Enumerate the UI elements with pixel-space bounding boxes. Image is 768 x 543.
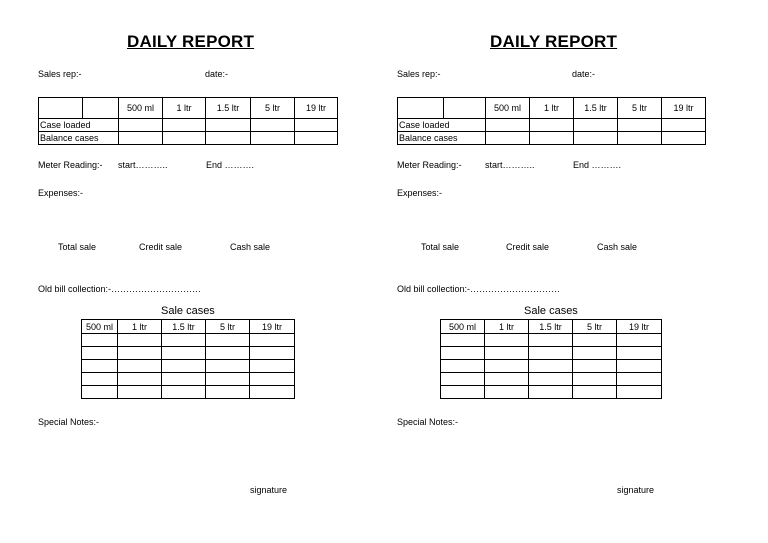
entry-cell[interactable] (617, 347, 662, 360)
entry-cell[interactable] (573, 334, 617, 347)
entry-cell[interactable] (662, 132, 706, 145)
column-header: 5 ltr (251, 98, 295, 119)
column-header: 1.5 ltr (162, 320, 206, 334)
entry-cell[interactable] (573, 373, 617, 386)
entry-cell[interactable] (573, 347, 617, 360)
entry-cell[interactable] (162, 334, 206, 347)
cash-sale-label: Cash sale (230, 242, 271, 252)
daily-report-form-right (397, 0, 727, 543)
entry-cell[interactable] (485, 373, 529, 386)
column-header: 1.5 ltr (574, 98, 618, 119)
table-row (398, 98, 706, 119)
signature-label: signature (250, 485, 288, 495)
entry-cell[interactable] (162, 386, 206, 399)
entry-cell[interactable] (206, 386, 250, 399)
entry-cell[interactable] (118, 386, 162, 399)
cash-sale-label: Cash sale (597, 242, 638, 252)
table-row (398, 132, 706, 145)
entry-cell[interactable] (441, 373, 485, 386)
expenses-label: Expenses:- (38, 188, 84, 198)
entry-cell[interactable] (118, 347, 162, 360)
entry-cell[interactable] (162, 347, 206, 360)
entry-cell[interactable] (574, 132, 618, 145)
row-label-case-loaded: Case loaded (398, 119, 486, 132)
column-header: 1 ltr (530, 98, 574, 119)
entry-cell[interactable] (82, 373, 118, 386)
sale-cases-table (81, 319, 295, 399)
entry-cell[interactable] (441, 386, 485, 399)
entry-cell[interactable] (250, 334, 295, 347)
entry-cell[interactable] (486, 119, 530, 132)
table-row (82, 347, 295, 360)
meter-end-field: End ………. (573, 160, 622, 170)
column-header: 1 ltr (485, 320, 529, 334)
table-row (82, 360, 295, 373)
special-notes-label: Special Notes:- (38, 417, 100, 427)
table-row (82, 373, 295, 386)
entry-cell[interactable] (250, 347, 295, 360)
old-bill-collection-label: Old bill collection:-………………………… (38, 284, 202, 294)
report-title: DAILY REPORT (127, 32, 255, 51)
entry-cell[interactable] (82, 334, 118, 347)
entry-cell[interactable] (617, 360, 662, 373)
entry-cell[interactable] (251, 119, 295, 132)
entry-cell[interactable] (617, 373, 662, 386)
column-header: 5 ltr (573, 320, 617, 334)
entry-cell[interactable] (441, 334, 485, 347)
entry-cell[interactable] (206, 360, 250, 373)
meter-reading-label: Meter Reading:- (38, 160, 103, 170)
sale-cases-table (440, 319, 662, 399)
entry-cell[interactable] (573, 360, 617, 373)
entry-cell[interactable] (662, 119, 706, 132)
column-header: 1.5 ltr (529, 320, 573, 334)
daily-report-form-left (38, 0, 368, 543)
table-row (39, 132, 338, 145)
entry-cell[interactable] (162, 373, 206, 386)
entry-cell[interactable] (295, 132, 338, 145)
column-header: 19 ltr (617, 320, 662, 334)
table-row (82, 320, 295, 334)
table-row (39, 119, 338, 132)
column-header: 1 ltr (163, 98, 206, 119)
entry-cell[interactable] (163, 119, 206, 132)
sales-rep-label: Sales rep:- (397, 69, 441, 79)
column-header: 19 ltr (662, 98, 706, 119)
entry-cell[interactable] (485, 386, 529, 399)
column-header: 500 ml (119, 98, 163, 119)
entry-cell[interactable] (250, 360, 295, 373)
expenses-label: Expenses:- (397, 188, 443, 198)
entry-cell[interactable] (529, 373, 573, 386)
entry-cell[interactable] (617, 334, 662, 347)
entry-cell[interactable] (530, 119, 574, 132)
row-label-balance-cases: Balance cases (398, 132, 486, 145)
entry-cell[interactable] (618, 132, 662, 145)
date-label: date:- (572, 69, 596, 79)
table-row (441, 386, 662, 399)
column-header: 500 ml (486, 98, 530, 119)
report-title: DAILY REPORT (490, 32, 618, 51)
row-label-balance-cases: Balance cases (39, 132, 119, 145)
table-row (441, 347, 662, 360)
entry-cell[interactable] (486, 132, 530, 145)
table-row (39, 98, 338, 119)
entry-cell[interactable] (485, 347, 529, 360)
sale-cases-title: Sale cases (524, 305, 578, 317)
entry-cell[interactable] (574, 119, 618, 132)
old-bill-collection-label: Old bill collection:-………………………… (397, 284, 561, 294)
special-notes-label: Special Notes:- (397, 417, 459, 427)
entry-cell[interactable] (573, 386, 617, 399)
row-label-case-loaded: Case loaded (39, 119, 119, 132)
entry-cell[interactable] (295, 119, 338, 132)
column-header: 5 ltr (206, 320, 250, 334)
entry-cell[interactable] (530, 132, 574, 145)
signature-label: signature (617, 485, 655, 495)
column-header: 1 ltr (118, 320, 162, 334)
total-sale-label: Total sale (58, 242, 97, 252)
stock-table (38, 97, 338, 145)
sales-rep-label: Sales rep:- (38, 69, 82, 79)
entry-cell[interactable] (251, 132, 295, 145)
entry-cell[interactable] (529, 347, 573, 360)
entry-cell[interactable] (119, 132, 163, 145)
meter-start-field: start……….. (118, 160, 168, 170)
entry-cell[interactable] (250, 386, 295, 399)
stock-table (397, 97, 706, 145)
entry-cell[interactable] (206, 334, 250, 347)
entry-cell[interactable] (118, 373, 162, 386)
column-header: 5 ltr (618, 98, 662, 119)
credit-sale-label: Credit sale (139, 242, 183, 252)
column-header: 19 ltr (295, 98, 338, 119)
date-label: date:- (205, 69, 229, 79)
meter-end-field: End ………. (206, 160, 255, 170)
table-row (441, 360, 662, 373)
entry-cell[interactable] (119, 119, 163, 132)
table-row (441, 320, 662, 334)
sale-cases-title: Sale cases (161, 305, 215, 317)
entry-cell[interactable] (617, 386, 662, 399)
entry-cell[interactable] (485, 334, 529, 347)
column-header: 500 ml (441, 320, 485, 334)
entry-cell[interactable] (206, 347, 250, 360)
credit-sale-label: Credit sale (506, 242, 550, 252)
entry-cell[interactable] (618, 119, 662, 132)
entry-cell[interactable] (82, 386, 118, 399)
entry-cell[interactable] (206, 373, 250, 386)
entry-cell[interactable] (206, 119, 251, 132)
meter-start-field: start……….. (485, 160, 535, 170)
entry-cell[interactable] (441, 347, 485, 360)
column-header: 500 ml (82, 320, 118, 334)
entry-cell[interactable] (82, 347, 118, 360)
entry-cell[interactable] (441, 360, 485, 373)
column-header: 19 ltr (250, 320, 295, 334)
column-header: 1.5 ltr (206, 98, 251, 119)
entry-cell[interactable] (118, 334, 162, 347)
entry-cell[interactable] (206, 132, 251, 145)
table-row (82, 386, 295, 399)
entry-cell[interactable] (163, 132, 206, 145)
entry-cell[interactable] (529, 386, 573, 399)
entry-cell[interactable] (529, 360, 573, 373)
meter-reading-label: Meter Reading:- (397, 160, 462, 170)
entry-cell[interactable] (82, 360, 118, 373)
entry-cell[interactable] (529, 334, 573, 347)
total-sale-label: Total sale (421, 242, 460, 252)
entry-cell[interactable] (118, 360, 162, 373)
table-row (398, 119, 706, 132)
entry-cell[interactable] (250, 373, 295, 386)
table-row (441, 334, 662, 347)
table-row (441, 373, 662, 386)
entry-cell[interactable] (485, 360, 529, 373)
entry-cell[interactable] (162, 360, 206, 373)
table-row (82, 334, 295, 347)
